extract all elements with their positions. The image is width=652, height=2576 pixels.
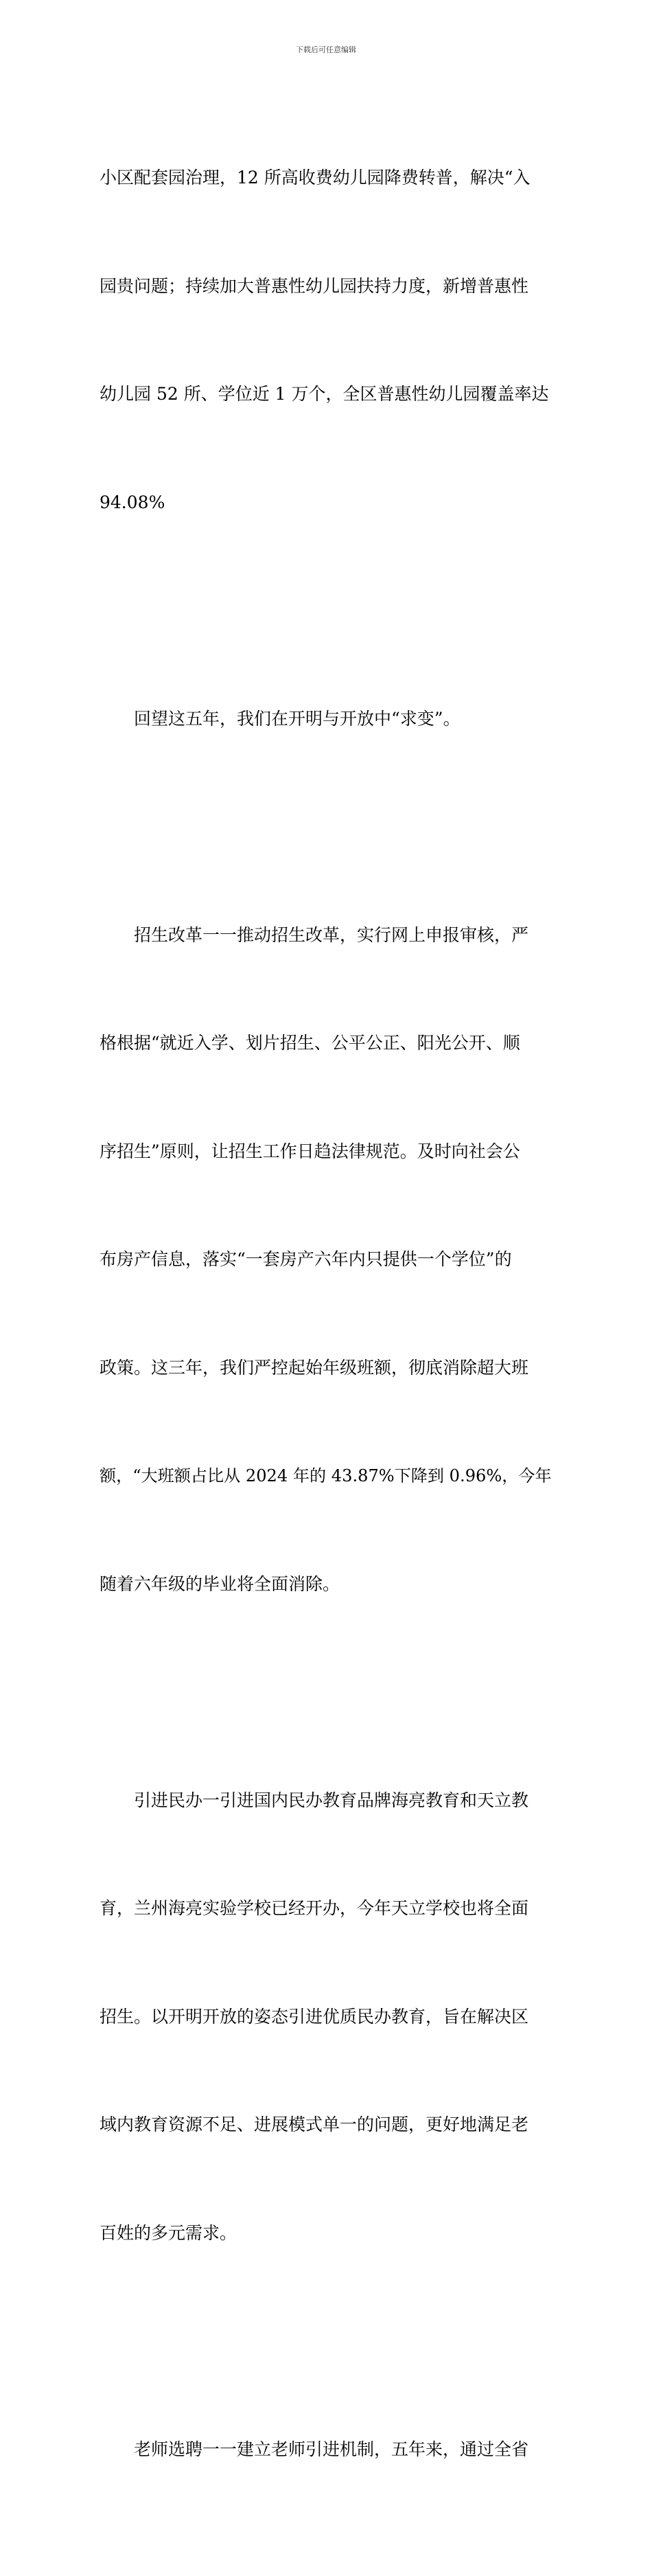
text-line: 随着六年级的毕业将全面消除。 (100, 1573, 340, 1594)
text-line: 域内教育资源不足、进展模式单一的问题，更好地满足老 (100, 2115, 529, 2134)
text-line: 回望这五年，我们在开明与开放中“求变”。 (134, 708, 461, 729)
text-line: 序招生”原则，让招生工作日趋法律规范。及时向社会公 (100, 1141, 520, 1161)
document-body (100, 88, 554, 2576)
text-line: 育，兰州海亮实验学校已经开办，今年天立学校也将全面 (100, 1898, 529, 1918)
text-line: 老师选聘一一建立老师引进机制，五年来，通过全省 (134, 2439, 529, 2459)
text-line: 格根据“就近入学、划片招生、公平公正、阳光公开、顺 (100, 1033, 520, 1053)
text-line: 94.08% (100, 492, 165, 512)
text-line: 百姓的多元需求。 (100, 2222, 237, 2243)
text-line: 额，“大班额占比从 2024 年的 43.87%下降到 0.96%，今年 (100, 1466, 552, 1485)
paragraph-1 (100, 88, 554, 593)
text-line: 幼儿园 52 所、学位近 1 万个，全区普惠性幼儿园覆盖率达 (100, 384, 549, 404)
text-line: 招生。以开明开放的姿态引进优质民办教育，旨在解决区 (100, 2006, 529, 2027)
text-line: 政策。这三年，我们严控起始年级班额，彻底消除超大班 (100, 1357, 529, 1378)
text-line: 园贵问题；持续加大普惠性幼儿园扶持力度，新增普惠性 (100, 275, 529, 296)
paragraph-4 (100, 1711, 554, 2324)
page-header-note: 下载后可任意编辑 (296, 45, 356, 54)
paragraph-3 (100, 845, 554, 1675)
text-line: 小区配套园治理，12 所高收费幼儿园降费转普，解决“入 (100, 168, 531, 187)
text-line: 招生改革一一推动招生改革，实行网上申报审核，严 (134, 924, 529, 945)
text-line: 引进民办一引进国内民办教育品牌海亮教育和天立教 (134, 1790, 529, 1810)
text-line: 布房产信息，落实“一套房产六年内只提供一个学位”的 (100, 1249, 512, 1269)
paragraph-5 (100, 2360, 554, 2540)
paragraph-2 (100, 629, 554, 810)
